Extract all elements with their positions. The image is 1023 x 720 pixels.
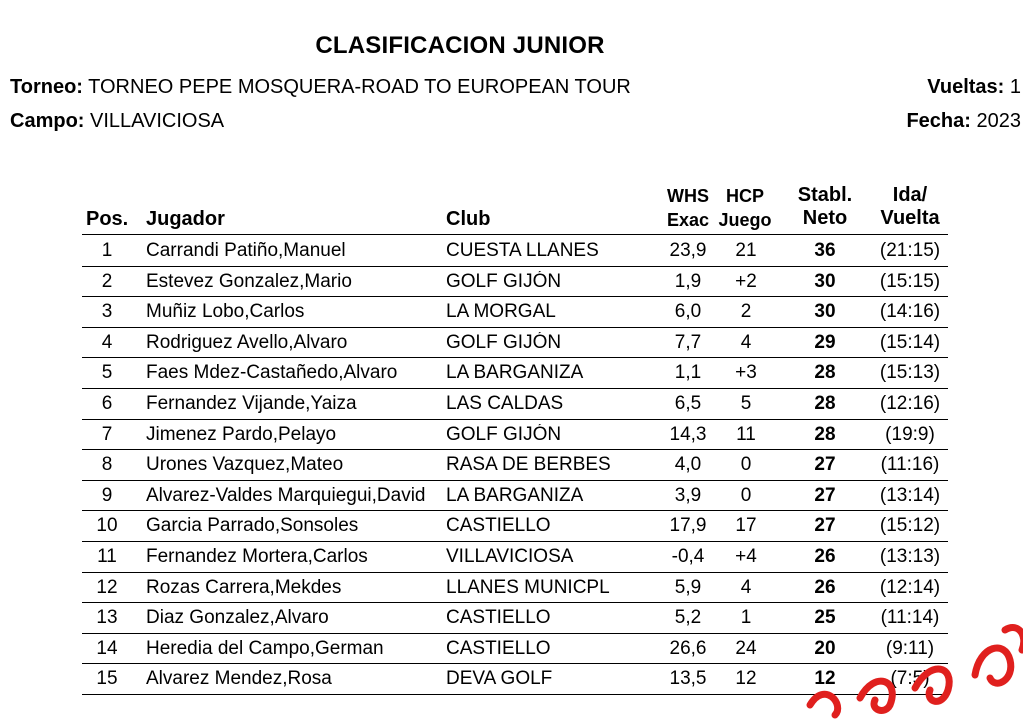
cell-pos: 7 xyxy=(101,423,113,445)
column-header-whs xyxy=(663,184,713,232)
cell-whs: 6,0 xyxy=(674,301,702,323)
cell-ida-vuelta: (15:13) xyxy=(879,362,941,384)
cell-whs: 26,6 xyxy=(669,637,707,659)
cell-whs: 1,9 xyxy=(674,270,702,292)
cell-club: LLANES MUNICPL xyxy=(446,576,610,598)
cell-whs: 6,5 xyxy=(674,392,702,414)
cell-stabl-neto: 30 xyxy=(814,301,836,323)
cell-pos: 8 xyxy=(101,454,113,476)
cell-whs: 3,9 xyxy=(674,484,702,506)
cell-pos: 2 xyxy=(101,270,113,292)
cell-ida-vuelta: (14:16) xyxy=(879,301,941,323)
fecha-value: 2023 xyxy=(970,110,1021,132)
cell-club: VILLAVICIOSA xyxy=(446,545,574,567)
cell-club: GOLF GIJÓN xyxy=(446,270,562,292)
cell-stabl-neto: 27 xyxy=(814,454,836,476)
cell-jugador: Faes Mdez-Castañedo,Alvaro xyxy=(146,362,398,384)
fecha-line xyxy=(906,110,1021,133)
cell-jugador: Fernandez Vijande,Yaiza xyxy=(146,392,357,414)
cell-jugador: Urones Vazquez,Mateo xyxy=(146,454,344,476)
column-header-club: Club xyxy=(446,208,491,230)
table-row xyxy=(0,420,1023,451)
vueltas-value: 1 xyxy=(1004,76,1021,98)
column-header-stabl xyxy=(790,184,860,230)
cell-ida-vuelta: (12:16) xyxy=(879,392,941,414)
cell-stabl-neto: 26 xyxy=(814,576,836,598)
cell-club: LA BARGANIZA xyxy=(446,484,584,506)
cell-pos: 14 xyxy=(96,637,118,659)
torneo-value: TORNEO PEPE MOSQUERA-ROAD TO EUROPEAN TOUR xyxy=(82,76,631,98)
cell-jugador: Alvarez Mendez,Rosa xyxy=(146,668,332,690)
cell-stabl-neto: 36 xyxy=(814,240,836,261)
cell-club: DEVA GOLF xyxy=(446,668,553,690)
cell-pos: 12 xyxy=(96,576,118,598)
cell-hcp: 0 xyxy=(740,484,752,506)
cell-whs: 5,9 xyxy=(674,576,702,598)
torneo-line xyxy=(10,76,631,99)
vueltas-label: Vueltas: xyxy=(927,76,1005,98)
cell-pos: 3 xyxy=(101,301,113,323)
cell-pos: 13 xyxy=(96,607,118,629)
cell-ida-vuelta: (21:15) xyxy=(879,240,941,261)
cell-pos: 15 xyxy=(96,668,118,690)
stamp-stroke xyxy=(915,669,949,701)
cell-ida-vuelta: (19:9) xyxy=(885,423,935,445)
column-header-whs-line2: Exac xyxy=(666,210,710,230)
cell-stabl-neto: 25 xyxy=(814,607,836,629)
cell-jugador: Carrandi Patiño,Manuel xyxy=(146,240,346,261)
cell-hcp: 21 xyxy=(735,240,757,261)
column-header-hcp xyxy=(714,184,776,232)
cell-ida-vuelta: (13:14) xyxy=(879,484,941,506)
vueltas-line xyxy=(927,76,1021,99)
table-row xyxy=(0,573,1023,604)
cell-jugador: Rozas Carrera,Mekdes xyxy=(146,576,342,598)
table-row xyxy=(0,267,1023,298)
cell-stabl-neto: 28 xyxy=(814,392,836,414)
campo-value: VILLAVICIOSA xyxy=(84,110,225,132)
cell-whs: 13,5 xyxy=(669,668,707,690)
cell-club: CASTIELLO xyxy=(446,607,551,629)
cell-club: GOLF GIJÓN xyxy=(446,423,562,445)
cell-ida-vuelta: (15:15) xyxy=(879,270,941,292)
column-header-whs-line1: WHS xyxy=(667,186,709,206)
table-row xyxy=(0,297,1023,328)
column-header-ida-line2: Vuelta xyxy=(880,207,940,229)
cell-jugador: Rodriguez Avello,Alvaro xyxy=(146,331,348,353)
column-header-ida-line1: Ida/ xyxy=(892,184,928,206)
cell-whs: 5,2 xyxy=(674,607,702,629)
stamp-watermark xyxy=(790,610,1023,720)
cell-ida-vuelta: (15:12) xyxy=(879,515,941,537)
cell-stabl-neto: 29 xyxy=(814,331,836,353)
cell-pos: 4 xyxy=(101,331,113,353)
column-header-ida-vuelta xyxy=(872,184,948,230)
table-row xyxy=(0,511,1023,542)
cell-jugador: Garcia Parrado,Sonsoles xyxy=(146,515,359,537)
cell-pos: 6 xyxy=(101,392,113,414)
campo-label: Campo: xyxy=(10,110,85,132)
cell-club: RASA DE BERBES xyxy=(446,454,611,476)
table-row xyxy=(0,358,1023,389)
cell-hcp: +4 xyxy=(735,545,757,567)
cell-hcp: 4 xyxy=(740,331,752,353)
stamp-stroke xyxy=(975,648,1011,683)
cell-hcp: 1 xyxy=(740,607,752,629)
cell-hcp: 11 xyxy=(736,423,756,445)
cell-whs: 14,3 xyxy=(669,423,707,445)
fecha-label: Fecha: xyxy=(906,110,971,132)
cell-jugador: Fernandez Mortera,Carlos xyxy=(146,545,368,567)
cell-hcp: 12 xyxy=(735,668,757,690)
campo-line xyxy=(10,110,224,133)
stamp-stroke xyxy=(860,681,892,710)
cell-ida-vuelta: (11:16) xyxy=(880,454,940,476)
cell-ida-vuelta: (13:13) xyxy=(879,545,941,567)
cell-ida-vuelta: (11:14) xyxy=(880,607,940,629)
cell-stabl-neto: 28 xyxy=(814,362,836,384)
cell-whs: 17,9 xyxy=(669,515,707,537)
cell-club: CASTIELLO xyxy=(446,515,551,537)
cell-hcp: +2 xyxy=(735,270,757,292)
cell-jugador: Alvarez-Valdes Marquiegui,David xyxy=(146,484,426,506)
cell-pos: 9 xyxy=(101,484,113,506)
cell-ida-vuelta: (12:14) xyxy=(879,576,941,598)
cell-club: CASTIELLO xyxy=(446,637,551,659)
cell-pos: 5 xyxy=(101,362,113,384)
table-row xyxy=(0,236,1023,267)
cell-jugador: Diaz Gonzalez,Alvaro xyxy=(146,607,329,629)
cell-ida-vuelta: (7:5) xyxy=(890,668,930,690)
column-header-pos: Pos. xyxy=(86,208,129,230)
header-rule xyxy=(82,234,948,235)
cell-hcp: 2 xyxy=(740,301,752,323)
cell-whs: 4,0 xyxy=(674,454,702,476)
table-row xyxy=(0,328,1023,359)
table-row xyxy=(0,481,1023,512)
cell-pos: 1 xyxy=(101,240,113,261)
cell-hcp: 24 xyxy=(735,637,757,659)
cell-ida-vuelta: (15:14) xyxy=(879,331,941,353)
cell-stabl-neto: 12 xyxy=(814,668,836,690)
cell-jugador: Muñiz Lobo,Carlos xyxy=(146,301,305,323)
cell-ida-vuelta: (9:11) xyxy=(885,637,935,659)
cell-whs: 7,7 xyxy=(674,331,702,353)
cell-jugador: Heredia del Campo,German xyxy=(146,637,384,659)
cell-stabl-neto: 26 xyxy=(814,545,836,567)
cell-club: GOLF GIJÓN xyxy=(446,331,562,353)
page-title: CLASIFICACION JUNIOR xyxy=(315,32,605,59)
cell-pos: 11 xyxy=(97,545,117,567)
cell-whs: 1,1 xyxy=(674,362,702,384)
table-row xyxy=(0,450,1023,481)
cell-whs: -0,4 xyxy=(671,545,705,567)
cell-hcp: 0 xyxy=(740,454,752,476)
column-header-stabl-line1: Stabl. xyxy=(797,184,853,206)
table-row xyxy=(0,542,1023,573)
cell-club: LAS CALDAS xyxy=(446,392,564,414)
column-header-jugador: Jugador xyxy=(146,208,225,230)
cell-stabl-neto: 30 xyxy=(814,270,836,292)
cell-hcp: +3 xyxy=(735,362,757,384)
cell-hcp: 4 xyxy=(740,576,752,598)
stamp-stroke xyxy=(1005,628,1023,650)
cell-stabl-neto: 27 xyxy=(814,515,836,537)
table-row xyxy=(0,389,1023,420)
cell-jugador: Jimenez Pardo,Pelayo xyxy=(146,423,337,445)
cell-hcp: 5 xyxy=(740,392,752,414)
cell-club: CUESTA LLANES xyxy=(446,240,599,261)
column-header-hcp-line1: HCP xyxy=(725,186,764,206)
cell-pos: 10 xyxy=(96,515,118,537)
cell-stabl-neto: 27 xyxy=(814,484,836,506)
torneo-label: Torneo: xyxy=(10,76,83,98)
column-header-stabl-line2: Neto xyxy=(802,207,848,229)
cell-stabl-neto: 28 xyxy=(814,423,836,445)
column-header-hcp-line2: Juego xyxy=(718,210,772,230)
cell-stabl-neto: 20 xyxy=(814,637,836,659)
cell-club: LA BARGANIZA xyxy=(446,362,584,384)
cell-jugador: Estevez Gonzalez,Mario xyxy=(146,270,352,292)
cell-club: LA MORGAL xyxy=(446,301,556,323)
cell-hcp: 17 xyxy=(735,515,757,537)
cell-whs: 23,9 xyxy=(669,240,707,261)
